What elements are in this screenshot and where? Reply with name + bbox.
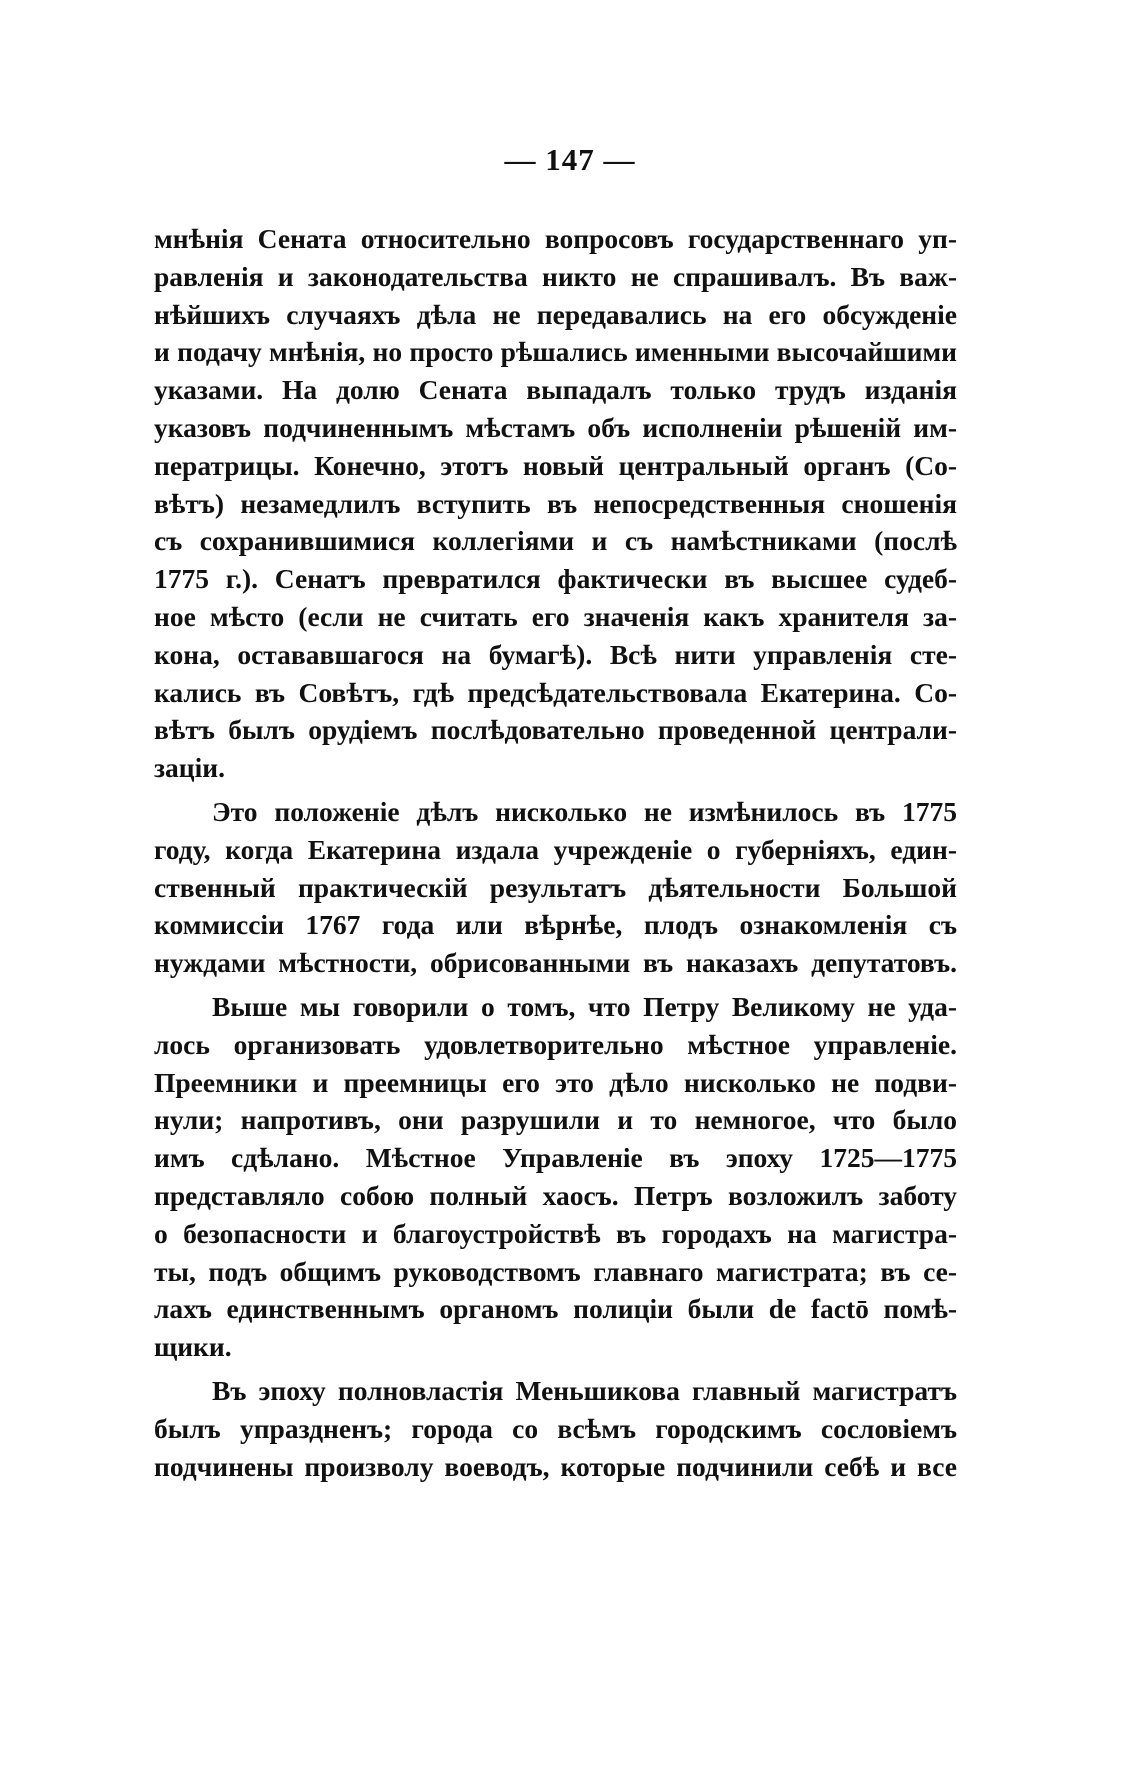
text-line: Это положеніе дѣлъ нисколько не измѣнилось въ 1775: [212, 795, 957, 827]
text-line: вѣтъ былъ орудіемъ послѣдовательно проведенной централи-: [154, 714, 957, 746]
text-line: Въ эпоху полновластія Меньшикова главный магистратъ: [212, 1374, 957, 1406]
text-line: кона, остававшагося на бумагѣ). Всѣ нити управленія сте-: [154, 638, 957, 670]
text-line: мнѣнія Сената относительно вопросовъ государственнаго уп-: [154, 223, 957, 254]
text-line: указовъ подчиненнымъ мѣстамъ объ исполненіи рѣшеній им-: [154, 411, 957, 443]
text-line: указами. На долю Сената выпадалъ только трудъ изданія: [154, 374, 957, 406]
text-line: Преемники и преемницы его это дѣло нисколько не подви-: [154, 1066, 957, 1098]
text-line: коммиссіи 1767 года или вѣрнѣе, плодъ ознакомленія съ: [154, 909, 957, 941]
text-line: заціи.: [154, 752, 226, 784]
text-line: нѣйшихъ случаяхъ дѣла не передавались на его обсужденіе: [154, 298, 957, 330]
paragraph: [154, 1372, 957, 1485]
paragraph: [154, 220, 957, 787]
text-line: лось организовать удовлетворительно мѣстное управленіе.: [154, 1028, 957, 1060]
text-line: подчинены произволу воеводъ, которые подчинили себѣ и все: [154, 1450, 957, 1482]
text-line: Выше мы говорили о томъ, что Петру Великому не уда-: [212, 990, 957, 1022]
paragraph: [154, 988, 957, 1366]
text-line: о безопасности и благоустройствѣ въ городахъ на магистра-: [154, 1217, 957, 1249]
text-line: щики.: [154, 1331, 232, 1363]
body-text: [154, 220, 957, 1491]
text-line: съ сохранившимися коллегіями и съ намѣстниками (послѣ: [154, 525, 957, 557]
text-line: представляло собою полный хаосъ. Петръ возложилъ заботу: [154, 1179, 957, 1211]
text-line: имъ сдѣлано. Мѣстное Управленіе въ эпоху 1725—1775: [154, 1142, 957, 1174]
text-line: кались въ Совѣтъ, гдѣ предсѣдательствовала Екатерина. Со-: [154, 676, 957, 708]
text-line: равленія и законодательства никто не спрашивалъ. Въ важ-: [154, 260, 957, 292]
text-line: ператрицы. Конечно, этотъ новый центральный органъ (Со-: [154, 449, 957, 481]
text-line: нули; напротивъ, они разрушили и то немногое, что было: [154, 1104, 957, 1136]
text-line: ственный практическій результатъ дѣятельности Большой: [154, 871, 957, 903]
paragraph: [154, 793, 957, 982]
text-line: ты, подъ общимъ руководствомъ главнаго магистрата; въ се-: [154, 1255, 957, 1287]
page-number: — 147 —: [504, 142, 636, 177]
text-line: лахъ единственнымъ органомъ полиціи были de factō помѣ-: [154, 1293, 957, 1325]
text-line: 1775 г.). Сенатъ превратился фактически въ высшее судеб-: [154, 563, 957, 595]
text-line: нуждами мѣстности, обрисованными въ наказахъ депутатовъ.: [154, 947, 957, 979]
text-line: и подачу мнѣнія, но просто рѣшались именными высочайшими: [154, 336, 957, 368]
text-line: былъ упраздненъ; города со всѣмъ городскимъ сословіемъ: [154, 1412, 957, 1444]
text-line: году, когда Екатерина издала учрежденіе о губерніяхъ, един-: [154, 833, 957, 865]
text-line: ное мѣсто (если не считать его значенія какъ хранителя за-: [154, 600, 957, 632]
text-line: вѣтъ) незамедлилъ вступить въ непосредственныя сношенія: [154, 487, 957, 519]
